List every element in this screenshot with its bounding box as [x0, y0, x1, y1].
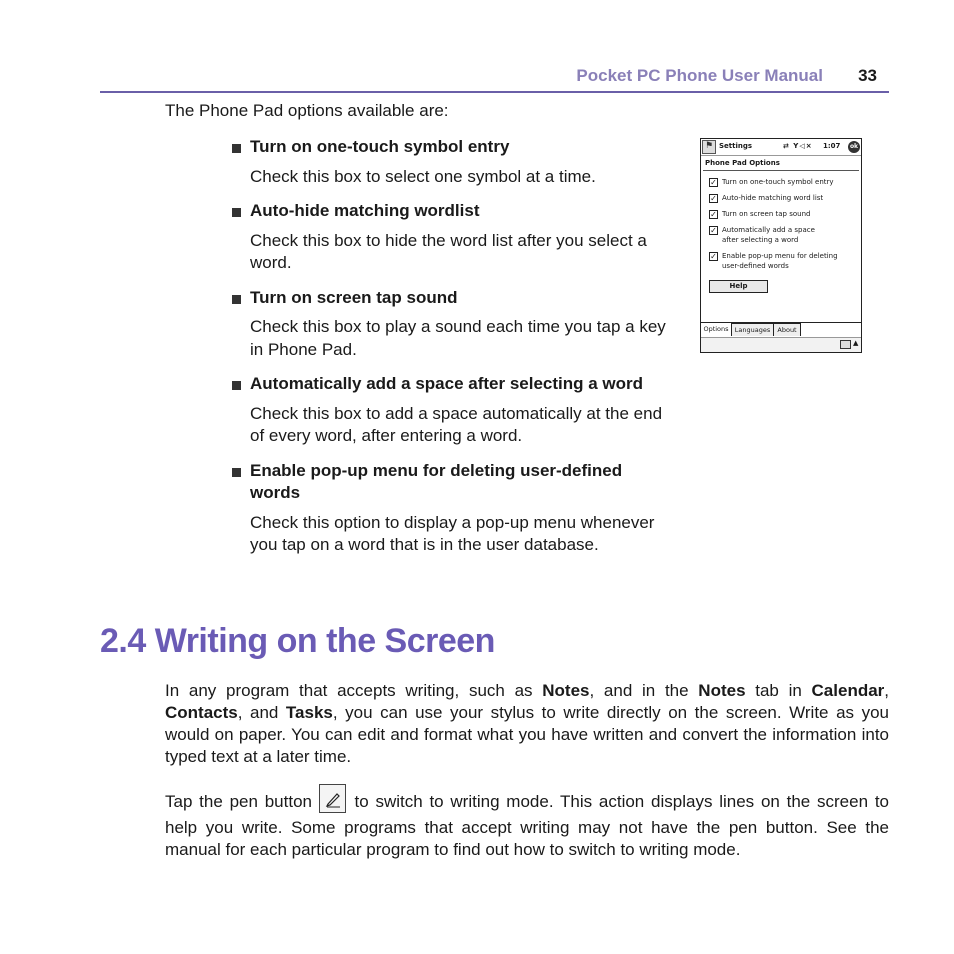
- ppc-checkbox-item: ✓ Automatically add a space after selecting a word: [710, 226, 815, 244]
- input-menu-arrow-icon: ▲: [853, 339, 859, 347]
- tab-languages: Languages: [732, 323, 774, 336]
- option-description: Check this box to play a sound each time you tap a key in Phone Pad.: [250, 317, 666, 359]
- intro-text: The Phone Pad options available are:: [165, 101, 449, 120]
- bullet-icon: [232, 208, 241, 217]
- ok-button: ok: [848, 141, 860, 153]
- status-icons: ⇄ Y◁×: [783, 142, 813, 150]
- tab-about: About: [774, 323, 801, 336]
- list-item: [232, 460, 672, 557]
- option-title: Automatically add a space after selecting a word: [250, 374, 644, 393]
- body-paragraph: In any program that accepts writing, such as Notes, and in the Notes tab in Calendar, Contacts, and Tasks, you can use your stylus to write directly on the screen. Write as you would on paper. You can edit and format what you have written and convert the information into typed text at a later time.: [165, 681, 890, 766]
- list-item: [232, 136, 672, 188]
- option-description: Check this box to add a space automatically at the end of every word, after entering a word.: [250, 403, 663, 445]
- option-title: Enable pop-up menu for deleting user-defined words: [250, 460, 623, 502]
- checkbox: ✓: [710, 252, 717, 261]
- ppc-window-title: Settings: [719, 142, 753, 150]
- phone-pad-options-screenshot: [700, 138, 862, 353]
- checkbox: ✓: [710, 226, 717, 235]
- list-item: [232, 287, 672, 362]
- body-paragraph: Tap the pen button to switch to writing mode. This action displays lines on the screen to help you write. Some programs that accept writing may not have the pen button. See the manual for each particular program to find out how to switch to writing mode.: [165, 788, 889, 861]
- option-description: Check this box to hide the word list after you select a word.: [250, 230, 647, 272]
- option-description: Check this box to select one symbol at a time.: [250, 166, 596, 186]
- ppc-checkbox-item: ✓ Auto-hide matching word list: [710, 194, 824, 203]
- ppc-title-bar: [701, 139, 861, 156]
- option-title: Auto-hide matching wordlist: [250, 201, 480, 220]
- bullet-icon: [232, 144, 241, 153]
- options-list: [232, 136, 672, 569]
- ppc-checkbox-item: ✓ Enable pop-up menu for deleting user-defined words: [710, 252, 838, 270]
- checkbox: ✓: [710, 194, 717, 203]
- ppc-checkbox-item: ✓ Turn on one-touch symbol entry: [710, 178, 834, 187]
- option-title: Turn on screen tap sound: [250, 287, 458, 307]
- ppc-tab-strip: [701, 322, 861, 336]
- option-title: Turn on one-touch symbol entry: [250, 137, 510, 156]
- option-description: Check this option to display a pop-up menu whenever you tap on a word that is in the user database.: [250, 512, 655, 554]
- page-number: 33: [858, 66, 877, 85]
- bullet-icon: [232, 295, 241, 304]
- tab-options: Options: [701, 323, 732, 336]
- checkbox: ✓: [710, 178, 717, 187]
- ppc-menu-bar: [701, 337, 861, 352]
- start-menu-icon: ⚑: [702, 140, 716, 154]
- ppc-heading: Phone Pad Options: [705, 159, 780, 167]
- section-title: 2.4 Writing on the Screen: [100, 622, 495, 660]
- list-item: [232, 373, 672, 448]
- checkbox: ✓: [710, 210, 717, 219]
- manual-title: Pocket PC Phone User Manual: [576, 66, 823, 85]
- ppc-checkbox-item: ✓ Turn on screen tap sound: [710, 210, 811, 219]
- clock: 1:07: [823, 142, 841, 150]
- help-button: Help: [709, 280, 768, 293]
- keyboard-icon: [840, 340, 851, 349]
- divider: [703, 170, 859, 171]
- page-header: [100, 66, 889, 93]
- pen-button-icon: [319, 784, 346, 813]
- list-item: [232, 200, 672, 275]
- bullet-icon: [232, 468, 241, 477]
- bullet-icon: [232, 381, 241, 390]
